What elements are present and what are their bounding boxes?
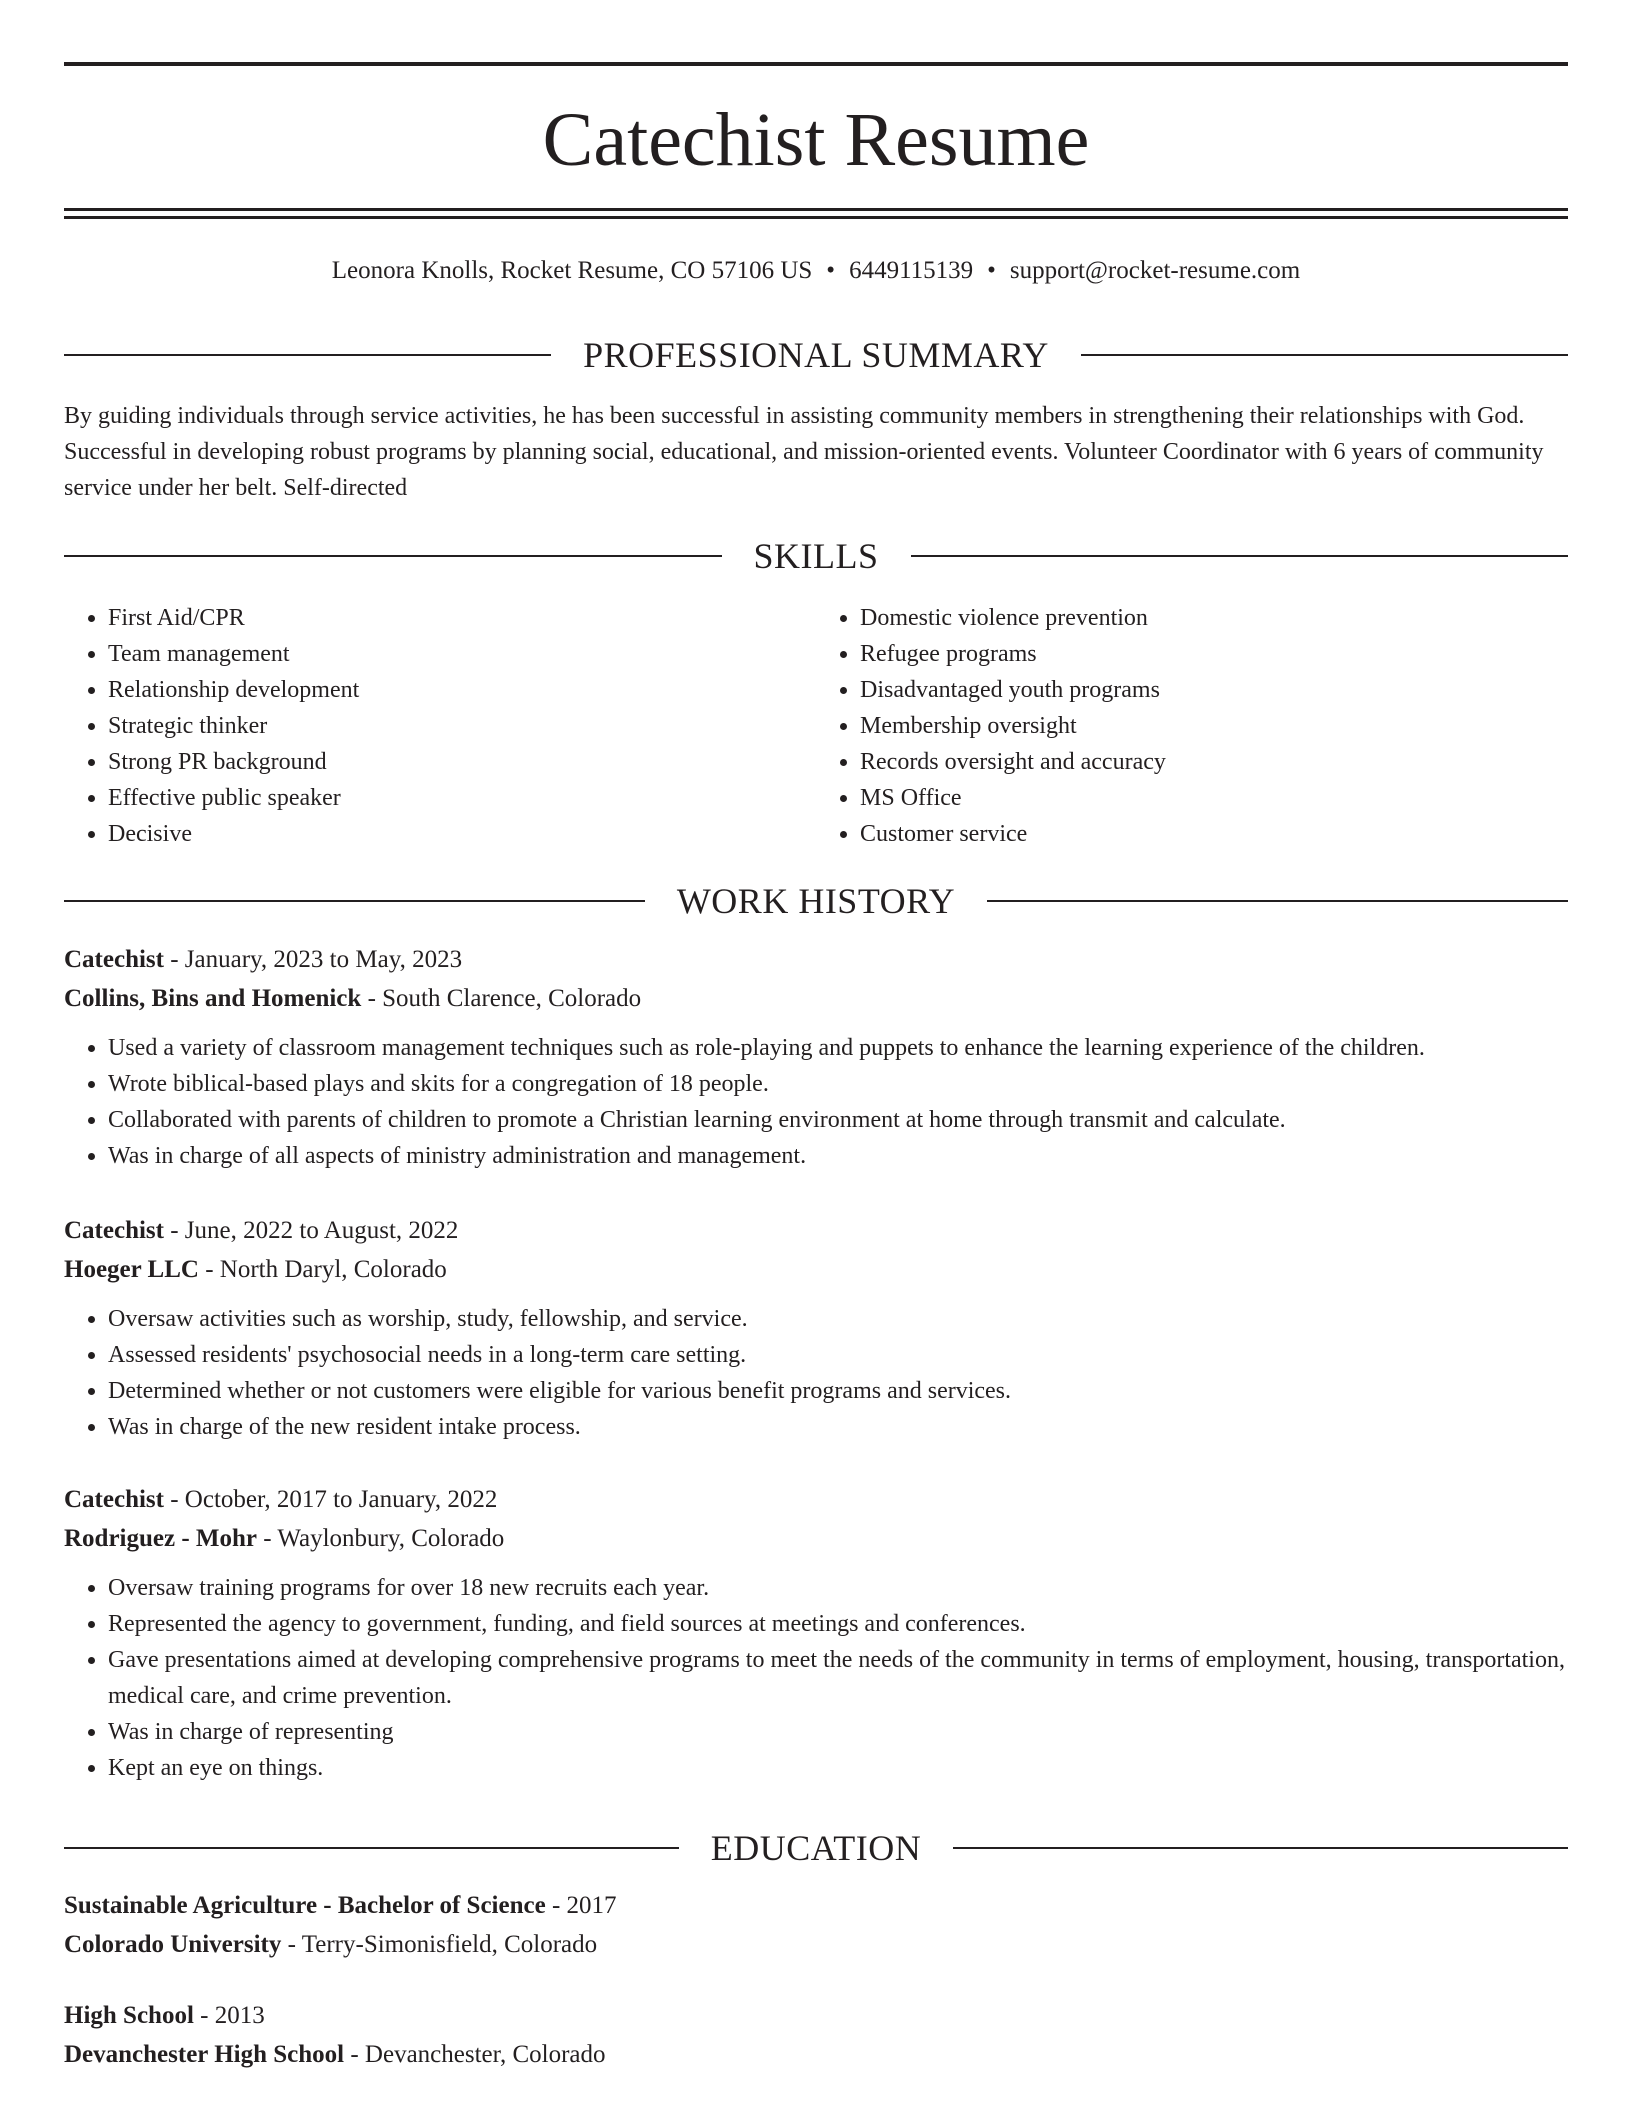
job-duty: • Wrote biblical-based plays and skits for a congregation of 18 people. (108, 1066, 1568, 1102)
job-title: Catechist (64, 1217, 164, 1244)
education-school: Devanchester High School (64, 2041, 345, 2068)
job-duties (64, 1301, 1568, 1445)
section-heading-label: PROFESSIONAL SUMMARY (583, 335, 1049, 375)
education-school: Colorado University (64, 1931, 282, 1958)
education-location: - Devanchester, Colorado (344, 2041, 606, 2068)
section-heading-summary (64, 334, 1568, 376)
education-degree-line (64, 1996, 1568, 2035)
skill-item: • Records oversight and accuracy (860, 744, 1568, 780)
skill-item: • Customer service (860, 816, 1568, 852)
skill-item: • Relationship development (108, 672, 816, 708)
job-duty: • Assessed residents' psychosocial needs in a long-term care setting. (108, 1337, 1568, 1373)
skill-item: • Strong PR background (108, 744, 816, 780)
contact-separator: • (987, 257, 996, 284)
heading-rule (953, 1847, 1568, 1849)
job-location: - South Clarence, Colorado (361, 985, 642, 1012)
skill-item: • Membership oversight (860, 708, 1568, 744)
job-dates: - June, 2022 to August, 2022 (163, 1217, 459, 1244)
job-title: Catechist (64, 1486, 164, 1513)
job-duty: • Represented the agency to government, funding, and field sources at meetings and conferences. (108, 1606, 1568, 1642)
heading-rule (64, 900, 645, 902)
heading-rule (911, 555, 1569, 557)
education-year: - 2013 (193, 2002, 265, 2029)
job-dates: - October, 2017 to January, 2022 (163, 1486, 498, 1513)
title-rule-upper (64, 208, 1568, 211)
skill-item: • Team management (108, 636, 816, 672)
section-heading-work (64, 880, 1568, 922)
job-entry (64, 1480, 1568, 1786)
contact-separator: • (826, 257, 836, 284)
job-duty: • Oversaw training programs for over 18 new recruits each year. (108, 1570, 1568, 1606)
contact-address: Leonora Knolls, Rocket Resume, CO 57106 US (331, 257, 813, 284)
section-heading-education (64, 1827, 1568, 1869)
job-title-line (64, 1480, 1568, 1519)
contact-phone: 6449115139 (849, 257, 974, 284)
heading-rule (987, 900, 1568, 902)
skills-column-left (64, 600, 816, 852)
education-year: - 2017 (545, 1892, 617, 1919)
education-school-line (64, 2035, 1568, 2074)
job-employer-line (64, 1250, 1568, 1289)
title-rule-lower (64, 216, 1568, 219)
skills-column-right (816, 600, 1568, 852)
job-title: Catechist (64, 946, 164, 973)
job-title-line (64, 940, 1568, 979)
skills-list (64, 600, 1568, 852)
job-duty: • Collaborated with parents of children to promote a Christian learning environment at home through transmit and calculate. (108, 1102, 1568, 1138)
heading-rule (1081, 354, 1568, 356)
job-company: Collins, Bins and Homenick (64, 985, 362, 1012)
skill-item: • Decisive (108, 816, 816, 852)
skill-item: • MS Office (860, 780, 1568, 816)
job-employer-line (64, 979, 1568, 1018)
job-duty: • Gave presentations aimed at developing comprehensive programs to meet the needs of the community in terms of employment, housing, transportation, medical care, and crime prevention. (108, 1642, 1568, 1714)
section-heading-label: SKILLS (753, 536, 879, 576)
education-entry (64, 1886, 1568, 1964)
skill-item: • Domestic violence prevention (860, 600, 1568, 636)
section-heading-skills (64, 535, 1568, 577)
education-entry (64, 1996, 1568, 2074)
education-degree: Sustainable Agriculture - Bachelor of Science (64, 1892, 546, 1919)
education-degree: High School (64, 2002, 194, 2029)
job-entry (64, 940, 1568, 1174)
job-entry (64, 1211, 1568, 1445)
education-location: - Terry-Simonisfield, Colorado (281, 1931, 598, 1958)
job-duty: • Was in charge of all aspects of ministry administration and management. (108, 1138, 1568, 1174)
job-duties (64, 1570, 1568, 1786)
education-school-line (64, 1925, 1568, 1964)
skill-item: • Effective public speaker (108, 780, 816, 816)
job-title-line (64, 1211, 1568, 1250)
job-duty: • Was in charge of the new resident intake process. (108, 1409, 1568, 1445)
heading-rule (64, 1847, 679, 1849)
skill-item: • First Aid/CPR (108, 600, 816, 636)
contact-email[interactable]: support@rocket-resume.com (1009, 257, 1301, 284)
job-duty: • Oversaw activities such as worship, study, fellowship, and service. (108, 1301, 1568, 1337)
heading-rule (64, 354, 551, 356)
skill-item: • Disadvantaged youth programs (860, 672, 1568, 708)
job-company: Hoeger LLC (64, 1256, 199, 1283)
skill-item: • Strategic thinker (108, 708, 816, 744)
job-duty: • Kept an eye on things. (108, 1750, 1568, 1786)
job-duty: • Determined whether or not customers were eligible for various benefit programs and services. (108, 1373, 1568, 1409)
job-employer-line (64, 1519, 1568, 1558)
section-heading-label: EDUCATION (710, 1828, 922, 1868)
job-location: - North Daryl, Colorado (198, 1256, 447, 1283)
job-company: Rodriguez - Mohr (64, 1525, 258, 1552)
contact-line (64, 254, 1568, 288)
top-rule (64, 62, 1568, 66)
section-heading-label: WORK HISTORY (676, 881, 956, 921)
job-location: - Waylonbury, Colorado (257, 1525, 505, 1552)
job-duty: • Used a variety of classroom management techniques such as role-playing and puppets to enhance the learning experience of the children. (108, 1030, 1568, 1066)
job-duties (64, 1030, 1568, 1174)
job-dates: - January, 2023 to May, 2023 (163, 946, 463, 973)
job-duty: • Was in charge of representing (108, 1714, 1568, 1750)
page-title: Catechist Resume (542, 98, 1090, 182)
heading-rule (64, 555, 722, 557)
education-degree-line (64, 1886, 1568, 1925)
professional-summary: By guiding individuals through service activities, he has been successful in assisting community members in strengthening their relationships with God. Successful in developing robust programs by planning social, educational, and mission-oriented events. Volunteer Coordinator with 6 years of community service under her belt. Self-directed (64, 403, 1544, 501)
skill-item: • Refugee programs (860, 636, 1568, 672)
